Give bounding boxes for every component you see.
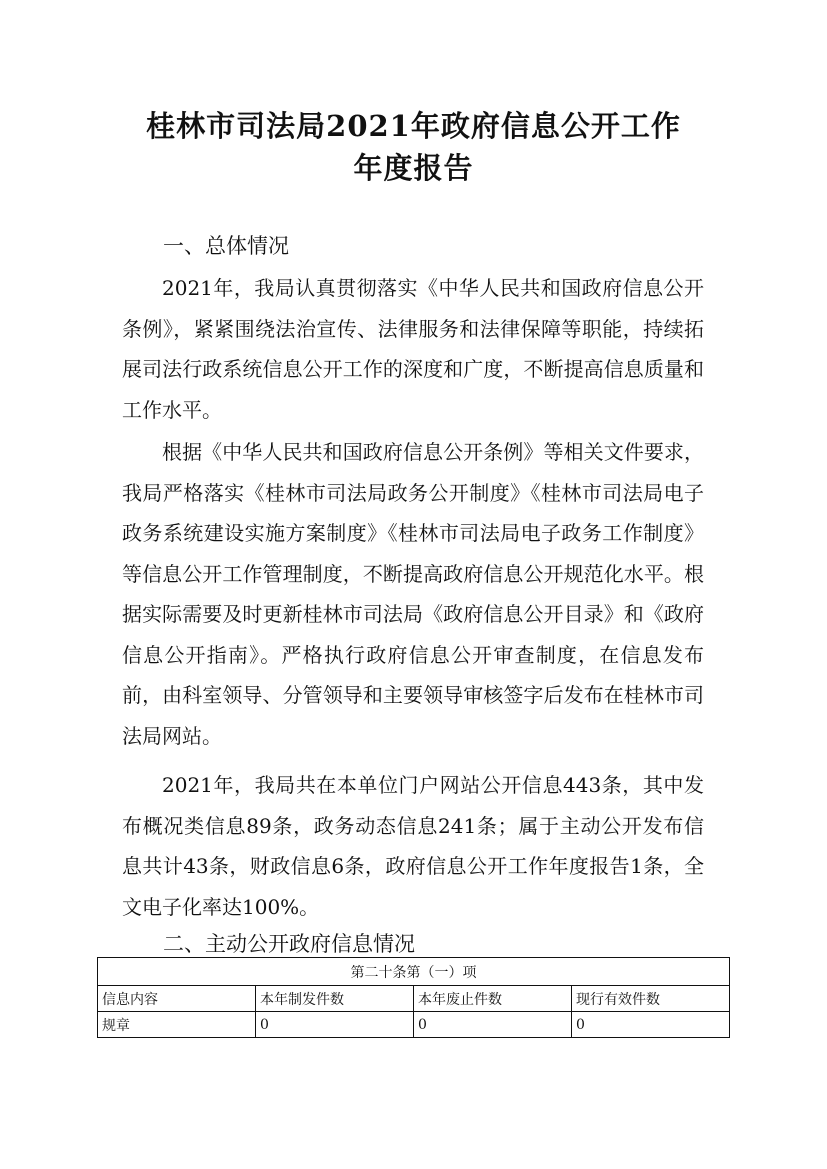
table-header-row bbox=[98, 986, 730, 1012]
table-header-cell: 本年制发件数 bbox=[256, 986, 414, 1012]
report-title-line2: 年度报告 bbox=[353, 151, 474, 185]
table-row bbox=[98, 1012, 730, 1038]
disclosure-table bbox=[97, 957, 730, 1038]
table-cell: 规章 bbox=[98, 1012, 256, 1038]
table-header-cell: 本年废止件数 bbox=[414, 986, 572, 1012]
section2-heading: 二、主动公开政府信息情况 bbox=[163, 932, 415, 956]
table-header-cell: 信息内容 bbox=[98, 986, 256, 1012]
table-cell: 0 bbox=[256, 1012, 414, 1038]
report-title-line1: 桂林市司法局2021年政府信息公开工作 bbox=[146, 109, 681, 143]
section1-paragraph-2: 根据《中华人民共和国政府信息公开条例》等相关文件要求，我局严格落实《桂林市司法局政务公开制度》《桂林市司法局电子政务系统建设实施方案制度》《桂林市司法局电子政务工作制度》等信息公开工作管理制度，不断提高政府信息公开规范化水平。根据实际需要及时更新桂林市司法局《政府信息公开目录》和《政府信息公开指南》。严格执行政府信息公开审查制度，在信息发布前，由科室领导、分管领导和主要领导审核签字后发布在桂林市司法局网站。 bbox=[122, 440, 704, 748]
section1-heading: 一、总体情况 bbox=[163, 234, 289, 258]
section1-paragraph-1: 2021年，我局认真贯彻落实《中华人民共和国政府信息公开条例》，紧紧围绕法治宣传、法律服务和法律保障等职能，持续拓展司法行政系统信息公开工作的深度和广度，不断提高信息质量和工作水平。 bbox=[122, 276, 704, 422]
table-header-cell: 现行有效件数 bbox=[572, 986, 730, 1012]
table-cell: 0 bbox=[572, 1012, 730, 1038]
table-cell: 0 bbox=[414, 1012, 572, 1038]
section1-paragraph-3: 2021年，我局共在本单位门户网站公开信息443条，其中发布概况类信息89条，政务动态信息241条；属于主动公开发布信息共计43条，财政信息6条，政府信息公开工作年度报告1条，全文电子化率达100%。 bbox=[122, 773, 704, 919]
table-caption: 第二十条第（一）项 bbox=[98, 958, 730, 986]
